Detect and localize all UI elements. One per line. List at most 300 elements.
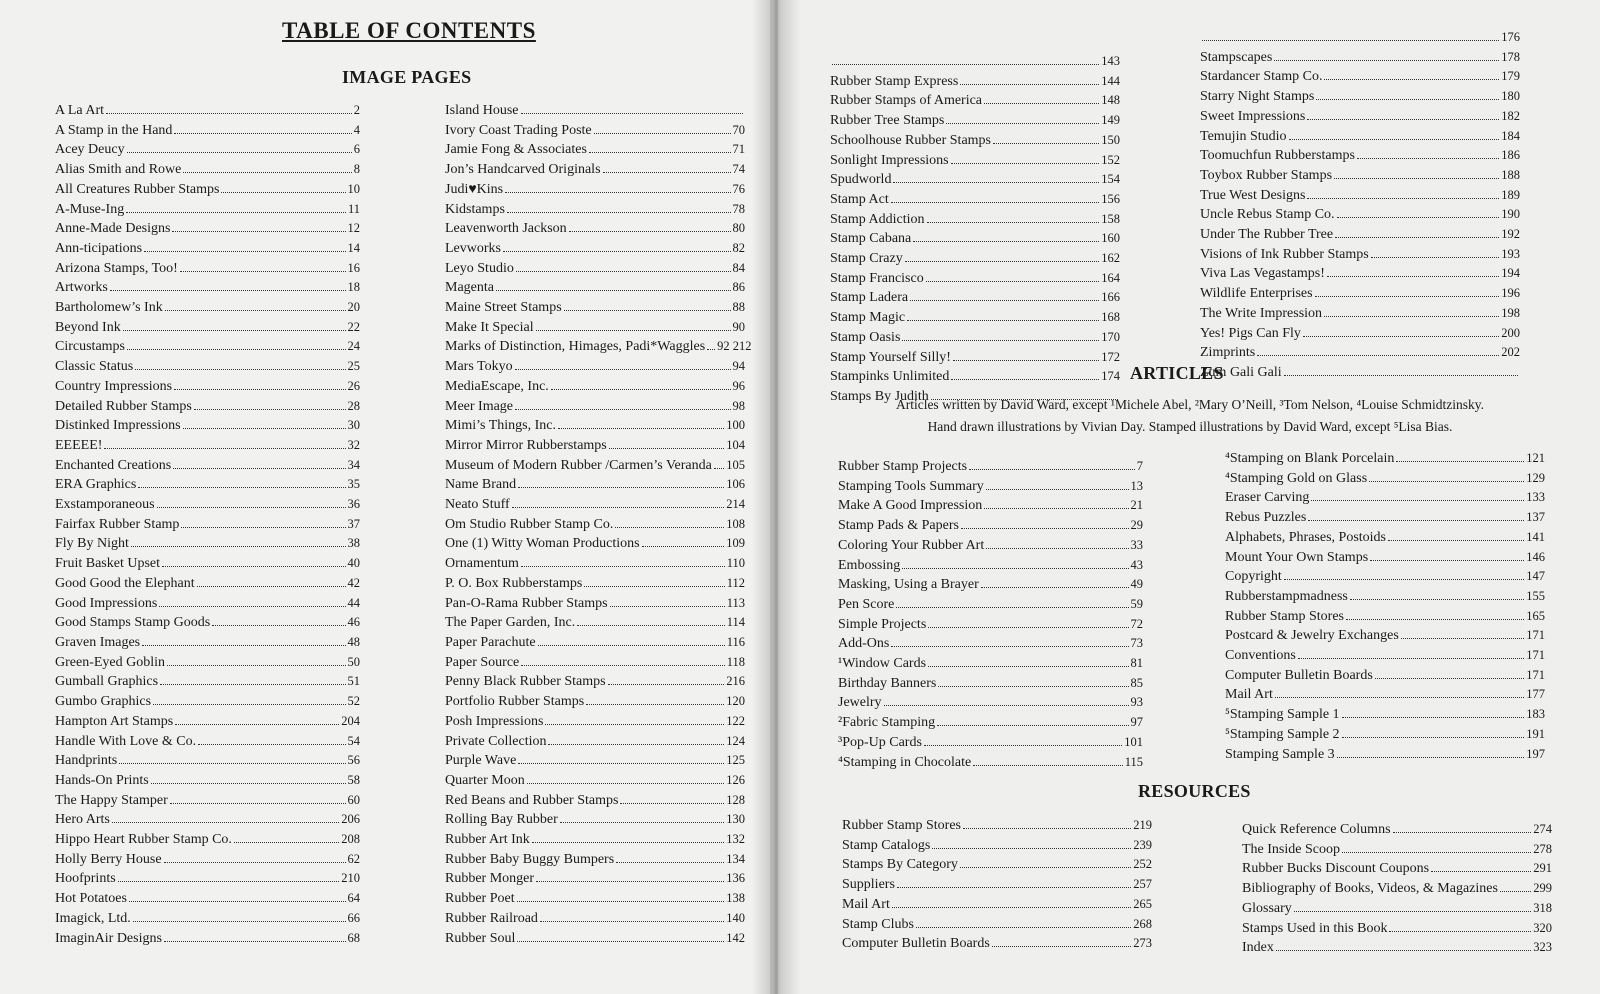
toc-entry xyxy=(55,909,360,929)
toc-entry-title: Distinked Impressions xyxy=(55,418,181,434)
dot-leader xyxy=(1276,950,1531,951)
toc-entry-page: 122 xyxy=(726,713,745,728)
toc-entry xyxy=(55,200,360,220)
toc-entry xyxy=(838,733,1143,753)
toc-entry xyxy=(1225,587,1545,607)
toc-entry-title: One (1) Witty Woman Productions xyxy=(445,536,640,552)
toc-entry-page: 179 xyxy=(1501,69,1520,84)
toc-entry xyxy=(830,249,1120,269)
dot-leader xyxy=(960,84,1099,85)
toc-entry-page: 40 xyxy=(347,556,360,571)
dot-leader xyxy=(172,231,345,232)
toc-entry xyxy=(445,594,745,614)
toc-entry-page: 30 xyxy=(347,418,360,433)
toc-entry-title: ⁵Stamping Sample 2 xyxy=(1225,726,1340,742)
toc-entry-page: 51 xyxy=(347,674,360,689)
toc-entry-page: 210 xyxy=(341,871,360,886)
toc-entry-title: Leavenworth Jackson xyxy=(445,221,567,237)
toc-entry-title: Computer Bulletin Boards xyxy=(1225,667,1373,683)
toc-entry-title: Rubber Monger xyxy=(445,871,535,887)
toc-entry-title: Stamps By Judith xyxy=(830,388,929,404)
toc-entry xyxy=(830,210,1120,230)
toc-entry xyxy=(55,771,360,791)
toc-entry xyxy=(842,875,1152,895)
toc-entry-title: Ann-ticipations xyxy=(55,240,143,256)
toc-entry-page: 136 xyxy=(726,871,745,886)
toc-entry-title: Hippo Heart Rubber Stamp Co. xyxy=(55,832,232,848)
toc-entry xyxy=(842,855,1152,875)
dot-leader xyxy=(527,783,725,784)
toc-entry-title: Suppliers xyxy=(842,877,895,893)
toc-entry xyxy=(445,613,745,633)
dot-leader xyxy=(517,901,725,902)
dot-leader xyxy=(594,133,731,134)
toc-entry-title: Conventions xyxy=(1225,648,1296,664)
dot-leader xyxy=(118,881,340,882)
toc-entry-page: 85 xyxy=(1130,675,1143,690)
toc-entry-title: Fairfax Rubber Stamp xyxy=(55,516,180,532)
dot-leader xyxy=(1371,257,1500,258)
toc-entry xyxy=(830,131,1120,151)
toc-entry-page: 216 xyxy=(726,674,745,689)
dot-leader xyxy=(1275,697,1524,698)
toc-entry-title: Mimi’s Things, Inc. xyxy=(445,418,556,434)
toc-entry xyxy=(445,554,745,574)
toc-entry xyxy=(830,52,1120,72)
toc-entry-title: Kidstamps xyxy=(445,201,505,217)
toc-entry xyxy=(1200,146,1520,166)
toc-entry-page: 162 xyxy=(1101,251,1120,266)
toc-entry-title: Rubber Baby Buggy Bumpers xyxy=(445,851,615,867)
toc-entry xyxy=(55,712,360,732)
toc-entry-title: A-Muse-Ing xyxy=(55,201,125,217)
toc-entry-title: Mount Your Own Stamps xyxy=(1225,549,1369,565)
dot-leader xyxy=(162,566,346,567)
toc-entry-title: Pan-O-Rama Rubber Stamps xyxy=(445,595,608,611)
toc-entry-page: 141 xyxy=(1526,529,1545,544)
toc-entry-page: 105 xyxy=(726,457,745,472)
toc-entry-title: Embossing xyxy=(838,557,901,573)
dot-leader xyxy=(142,645,345,646)
toc-entry-page: 278 xyxy=(1533,841,1552,856)
dot-leader xyxy=(1327,276,1499,277)
toc-entry-title: Hoofprints xyxy=(55,871,116,887)
toc-entry-title: Stamping Tools Summary xyxy=(838,478,984,494)
dot-leader xyxy=(536,330,731,331)
toc-entry xyxy=(55,475,360,495)
toc-entry xyxy=(55,436,360,456)
toc-entry xyxy=(55,298,360,318)
toc-entry-page: 219 xyxy=(1133,818,1152,832)
toc-entry-page: 192 xyxy=(1501,227,1520,242)
credits-line-1: Articles written by David Ward, except ¹Michele Abel, ²Mary O’Neill, ³Tom Nelson, ⁴Louise Schmidtzinsky. xyxy=(895,397,1485,412)
toc-entry-title: Island House xyxy=(445,103,519,118)
toc-entry xyxy=(1225,666,1545,686)
toc-entry-page: 11 xyxy=(347,201,360,216)
toc-entry-page: 35 xyxy=(347,477,360,492)
toc-entry-title: The Write Impression xyxy=(1200,305,1323,321)
toc-entry-title: Rubber Stamp Projects xyxy=(838,459,968,474)
toc-entry xyxy=(445,810,745,830)
dot-leader xyxy=(897,887,1131,888)
toc-entry-page: 62 xyxy=(347,851,360,866)
toc-entry xyxy=(55,121,360,141)
dot-leader xyxy=(986,489,1129,490)
toc-entry-title: Make It Special xyxy=(445,319,534,335)
toc-entry xyxy=(445,337,752,357)
toc-entry xyxy=(830,308,1120,328)
toc-entry xyxy=(445,219,745,239)
toc-entry-title: ⁴Stamping in Chocolate xyxy=(838,754,972,770)
toc-entry xyxy=(838,595,1143,615)
toc-entry-title: ¹Window Cards xyxy=(838,656,927,672)
toc-entry-page: 170 xyxy=(1101,329,1120,344)
toc-entry-title: Toomuchfun Rubberstamps xyxy=(1200,148,1355,164)
toc-entry-title: ⁴Stamping Gold on Glass xyxy=(1225,470,1368,486)
dot-leader xyxy=(616,862,724,863)
image-pages-column-3 xyxy=(830,52,1120,407)
toc-entry-page: 50 xyxy=(347,654,360,669)
toc-entry-title: Posh Impressions xyxy=(445,713,544,729)
dot-leader xyxy=(603,172,731,173)
toc-entry-title: Hero Arts xyxy=(55,812,110,828)
toc-entry-page: 124 xyxy=(726,733,745,748)
toc-entry xyxy=(1200,87,1520,107)
toc-entry xyxy=(830,190,1120,210)
toc-entry-title: MediaEscape, Inc. xyxy=(445,378,549,394)
dot-leader xyxy=(1369,481,1524,482)
dot-leader xyxy=(1274,60,1499,61)
toc-entry-page: 132 xyxy=(726,832,745,847)
dot-leader xyxy=(927,222,1100,223)
toc-entry xyxy=(55,751,360,771)
toc-entry xyxy=(445,475,745,495)
toc-entry xyxy=(830,269,1120,289)
toc-entry xyxy=(842,934,1152,954)
dot-leader xyxy=(951,379,1099,380)
toc-entry xyxy=(1200,127,1520,147)
toc-entry xyxy=(55,810,360,830)
toc-entry-page: 32 xyxy=(347,437,360,452)
toc-entry-title: Stamp Ladera xyxy=(830,290,909,306)
dot-leader xyxy=(138,487,345,488)
toc-entry-page: 190 xyxy=(1501,207,1520,222)
dot-leader xyxy=(1389,931,1531,932)
dot-leader xyxy=(615,527,724,528)
toc-entry-page: 202 xyxy=(1501,345,1520,360)
dot-leader xyxy=(928,666,1128,667)
dot-leader xyxy=(1393,832,1532,833)
toc-entry xyxy=(1242,879,1552,899)
dot-leader xyxy=(1370,560,1524,561)
dot-leader xyxy=(1303,336,1499,337)
toc-entry-title: True West Designs xyxy=(1200,187,1306,203)
dot-leader xyxy=(896,607,1128,608)
toc-entry xyxy=(1200,67,1520,87)
toc-entry-title: The Paper Garden, Inc. xyxy=(445,615,576,631)
toc-entry xyxy=(1200,205,1520,225)
toc-entry-page: 194 xyxy=(1501,266,1520,281)
toc-entry-page: 13 xyxy=(1130,478,1143,493)
toc-entry xyxy=(842,836,1152,856)
toc-entry xyxy=(445,357,745,377)
toc-entry-page: 104 xyxy=(726,437,745,452)
toc-entry-page: 26 xyxy=(347,378,360,393)
toc-entry xyxy=(830,229,1120,249)
toc-entry xyxy=(830,328,1120,348)
toc-entry-title: Anne-Made Designs xyxy=(55,221,171,237)
toc-entry-title: ²Fabric Stamping xyxy=(838,715,936,731)
toc-entry xyxy=(55,554,360,574)
dot-leader xyxy=(1284,375,1518,376)
toc-entry xyxy=(1200,166,1520,186)
toc-entry-title: Hot Potatoes xyxy=(55,891,127,907)
dot-leader xyxy=(174,133,351,134)
toc-entry-page: 109 xyxy=(726,536,745,551)
dot-leader xyxy=(175,724,339,725)
toc-entry-page: 188 xyxy=(1501,167,1520,182)
toc-entry xyxy=(445,515,745,535)
toc-entry xyxy=(1200,28,1520,48)
toc-entry-page: 93 xyxy=(1130,695,1143,710)
toc-entry-page: 239 xyxy=(1133,837,1152,852)
toc-entry xyxy=(445,830,745,850)
dot-leader xyxy=(517,941,724,942)
toc-entry-title: Exstamporaneous xyxy=(55,497,155,513)
toc-entry xyxy=(445,416,745,436)
toc-entry-title: Copyright xyxy=(1225,569,1282,585)
toc-entry-page: 134 xyxy=(726,851,745,866)
toc-entry-page: 6 xyxy=(353,142,360,157)
toc-entry-title: Private Collection xyxy=(445,733,547,749)
toc-entry-page: 186 xyxy=(1501,148,1520,163)
toc-entry-page: 177 xyxy=(1526,687,1545,702)
toc-entry-title: A La Art xyxy=(55,103,104,118)
toc-entry-page: 33 xyxy=(1130,537,1143,552)
toc-entry-page: 120 xyxy=(726,694,745,709)
toc-entry-page: 147 xyxy=(1526,569,1545,584)
toc-entry-page: 198 xyxy=(1501,305,1520,320)
toc-entry xyxy=(445,456,745,476)
dot-leader xyxy=(1257,355,1499,356)
toc-entry-page: 28 xyxy=(347,398,360,413)
toc-entry-page: 184 xyxy=(1501,128,1520,143)
toc-entry xyxy=(445,318,745,338)
toc-entry-title: Zum Gali Gali xyxy=(1200,364,1282,380)
dot-leader xyxy=(1284,579,1524,580)
dot-leader xyxy=(884,705,1129,706)
toc-entry-title: Spudworld xyxy=(830,172,892,188)
toc-entry-title: Mirror Mirror Rubberstamps xyxy=(445,437,607,453)
toc-entry-title: Stamp Addiction xyxy=(830,211,925,227)
toc-entry-page: 56 xyxy=(347,753,360,768)
toc-entry-title: Bibliography of Books, Videos, & Magazines xyxy=(1242,881,1498,897)
toc-entry-page: 164 xyxy=(1101,270,1120,285)
toc-entry-title: Stamp Magic xyxy=(830,310,906,326)
toc-entry xyxy=(838,753,1143,773)
dot-leader xyxy=(127,349,346,350)
toc-entry-title: A Stamp in the Hand xyxy=(55,122,173,138)
toc-entry-page: 114 xyxy=(726,615,745,630)
dot-leader xyxy=(183,428,346,429)
toc-entry-title: Stampscapes xyxy=(1200,49,1273,65)
toc-entry-page: 174 xyxy=(1101,369,1120,384)
toc-entry-page: 291 xyxy=(1533,861,1552,876)
toc-entry-title: Good Good the Elephant xyxy=(55,575,195,591)
toc-entry-title: Rubber Stamp Stores xyxy=(842,818,961,833)
dot-leader xyxy=(951,163,1100,164)
toc-entry xyxy=(1200,343,1520,363)
toc-entry-title: Stamping Sample 3 xyxy=(1225,746,1335,762)
toc-entry xyxy=(55,830,360,850)
toc-entry xyxy=(55,140,360,160)
toc-entry xyxy=(1242,859,1552,879)
toc-entry-page: 196 xyxy=(1501,286,1520,301)
toc-entry-page: 43 xyxy=(1130,557,1143,572)
toc-entry-title: Stamps By Category xyxy=(842,857,958,873)
toc-entry-title: Ornamentum xyxy=(445,556,519,572)
toc-entry-page: 154 xyxy=(1101,172,1120,187)
toc-entry xyxy=(445,751,745,771)
dot-leader xyxy=(610,606,725,607)
dot-leader xyxy=(589,152,731,153)
toc-entry xyxy=(445,909,745,929)
toc-entry-title: Add-Ons xyxy=(838,636,890,652)
dot-leader xyxy=(905,261,1100,262)
toc-entry-page: 98 xyxy=(732,398,745,413)
toc-entry xyxy=(838,654,1143,674)
dot-leader xyxy=(160,684,345,685)
toc-entry xyxy=(1225,646,1545,666)
toc-entry-page: 323 xyxy=(1533,940,1552,955)
dot-leader xyxy=(924,745,1122,746)
image-pages-column-1 xyxy=(55,101,360,948)
toc-entry-page: 140 xyxy=(726,910,745,925)
toc-entry-title: Rubber Bucks Discount Coupons xyxy=(1242,861,1430,877)
toc-entry-page: 59 xyxy=(1130,596,1143,611)
toc-entry-page: 121 xyxy=(1526,451,1545,465)
toc-entry xyxy=(1200,264,1520,284)
toc-entry xyxy=(55,732,360,752)
dot-leader xyxy=(505,192,730,193)
toc-entry-title: Rubber Tree Stamps xyxy=(830,113,945,129)
toc-entry-title: Levworks xyxy=(445,240,501,256)
toc-entry-page: 48 xyxy=(347,634,360,649)
dot-leader xyxy=(536,881,724,882)
toc-entry-page: 118 xyxy=(726,654,745,669)
dot-leader xyxy=(181,527,345,528)
toc-entry xyxy=(445,672,745,692)
toc-entry-title: Maine Street Stamps xyxy=(445,300,562,316)
dot-leader xyxy=(960,867,1131,868)
toc-entry xyxy=(55,219,360,239)
dot-leader xyxy=(1298,658,1524,659)
toc-entry xyxy=(1225,469,1545,489)
toc-entry-title: Stamps Used in this Book xyxy=(1242,920,1388,936)
toc-entry xyxy=(55,259,360,279)
toc-entry xyxy=(830,72,1120,92)
toc-entry-page: 150 xyxy=(1101,132,1120,147)
toc-entry-page: 86 xyxy=(732,280,745,295)
toc-entry-title: Fly By Night xyxy=(55,536,129,552)
toc-entry xyxy=(55,594,360,614)
toc-entry-title: Neato Stuff xyxy=(445,497,510,513)
dot-leader xyxy=(586,704,724,705)
toc-entry-page: 108 xyxy=(726,516,745,531)
toc-entry-title: Under The Rubber Tree xyxy=(1200,227,1334,243)
dot-leader xyxy=(1431,871,1531,872)
dot-leader xyxy=(560,822,724,823)
toc-entry-title: Marks of Distinction, Himages, Padi*Waggles xyxy=(445,339,706,355)
dot-leader xyxy=(608,684,725,685)
toc-entry-title: Artworks xyxy=(55,280,108,296)
toc-entry xyxy=(1200,48,1520,68)
dot-leader xyxy=(112,822,339,823)
dot-leader xyxy=(891,646,1128,647)
toc-entry-title: Stamp Francisco xyxy=(830,270,924,286)
toc-entry xyxy=(838,457,1143,477)
toc-entry xyxy=(838,634,1143,654)
toc-entry-page: 252 xyxy=(1133,857,1152,872)
toc-entry xyxy=(445,200,745,220)
toc-entry-title: Postcard & Jewelry Exchanges xyxy=(1225,628,1399,644)
toc-entry-page: 10 xyxy=(347,181,360,196)
toc-entry xyxy=(838,516,1143,536)
toc-entry-page: 68 xyxy=(347,930,360,945)
toc-entry-title: Purple Wave xyxy=(445,753,517,769)
toc-entry xyxy=(842,915,1152,935)
toc-entry-page: 155 xyxy=(1526,588,1545,603)
toc-entry-title: Classic Status xyxy=(55,359,134,375)
toc-entry-title: Arizona Stamps, Too! xyxy=(55,260,178,276)
toc-entry xyxy=(445,121,745,141)
dot-leader xyxy=(992,946,1131,947)
toc-entry xyxy=(445,278,745,298)
toc-entry xyxy=(1200,304,1520,324)
toc-entry-page: 84 xyxy=(732,260,745,275)
dot-leader xyxy=(180,271,346,272)
dot-leader xyxy=(521,113,744,114)
toc-entry xyxy=(1200,245,1520,265)
dot-leader xyxy=(503,251,731,252)
dot-leader xyxy=(133,921,346,922)
toc-entry-page: 110 xyxy=(726,556,745,571)
toc-entry-page: 206 xyxy=(341,812,360,827)
toc-entry-title: Uncle Rebus Stamp Co. xyxy=(1200,207,1335,223)
toc-entry-page: 36 xyxy=(347,497,360,512)
toc-entry-title: Good Stamps Stamp Goods xyxy=(55,615,211,631)
toc-entry xyxy=(445,791,745,811)
toc-entry xyxy=(1225,626,1545,646)
toc-entry-title: Imagick, Ltd. xyxy=(55,910,131,926)
toc-entry-title: Paper Source xyxy=(445,654,520,670)
dot-leader xyxy=(164,941,346,942)
toc-entry xyxy=(445,692,745,712)
toc-entry xyxy=(55,101,360,121)
dot-leader xyxy=(170,803,346,804)
dot-leader xyxy=(518,763,724,764)
toc-entry xyxy=(838,575,1143,595)
toc-entry-title: Stamp Pads & Papers xyxy=(838,518,959,534)
dot-leader xyxy=(564,310,731,311)
toc-entry-page: 49 xyxy=(1130,577,1143,592)
toc-entry xyxy=(1242,899,1552,919)
dot-leader xyxy=(165,310,346,311)
toc-entry xyxy=(838,556,1143,576)
toc-entry-title: Glossary xyxy=(1242,900,1292,916)
dot-leader xyxy=(984,508,1128,509)
dot-leader xyxy=(986,548,1128,549)
